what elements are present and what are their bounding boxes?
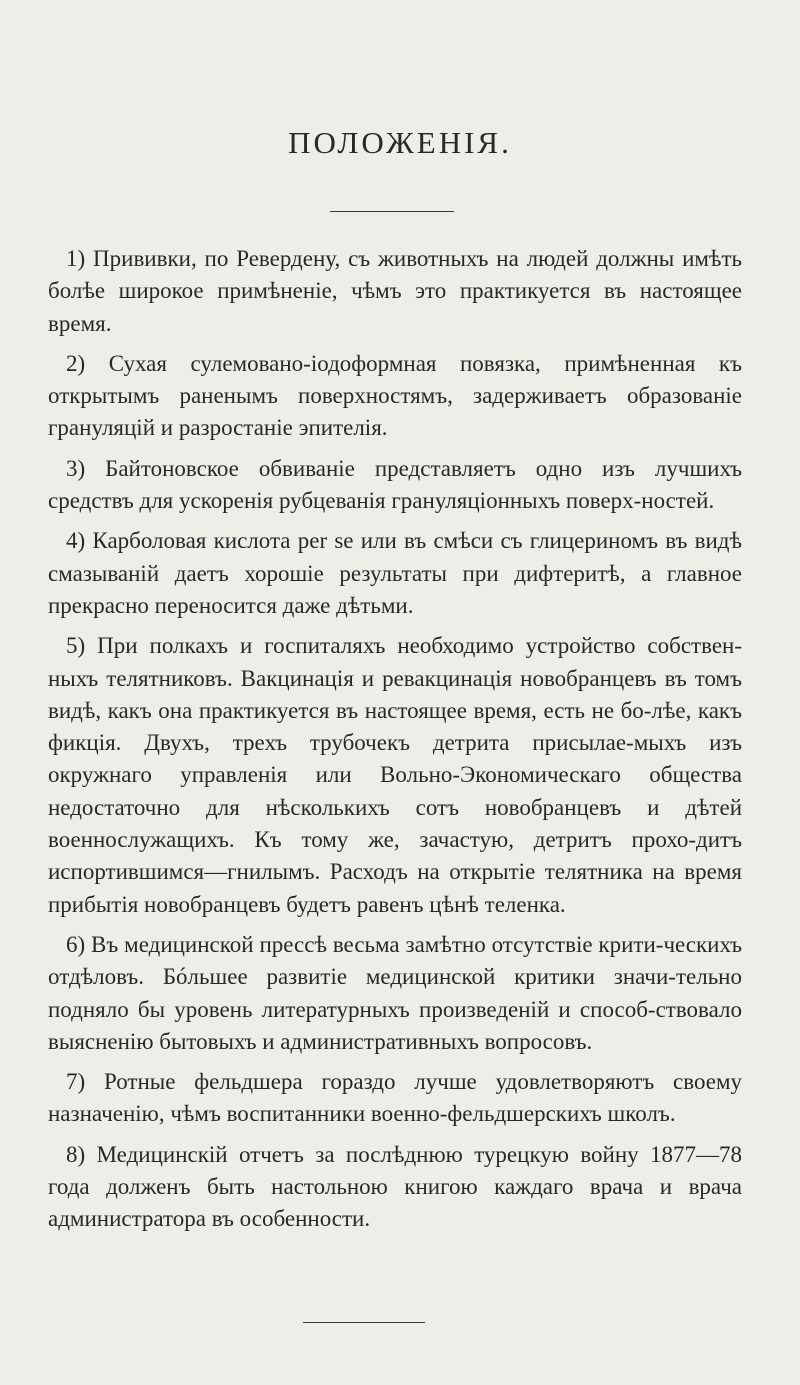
thesis-text: Карболовая кислота per se или въ смѣси съ глицериномъ въ видѣ смазываній даетъ хорошіе результаты при дифтеритѣ, а главное прекрасно переносится даже дѣтьми.: [48, 528, 743, 618]
thesis-number: 7): [66, 1069, 86, 1095]
thesis-2: [48, 348, 742, 445]
thesis-8: [48, 1139, 742, 1236]
thesis-text: Сухая сулемовано-іодоформная повязка, примѣненная къ открытымъ раненымъ поверхностямъ, задерживаетъ образованіе грануляцій и разростаніе эпителія.: [48, 350, 742, 441]
thesis-1: [48, 243, 742, 340]
thesis-number: 1): [66, 246, 86, 271]
thesis-7: [48, 1066, 742, 1131]
page-title: ПОЛОЖЕНІЯ.: [288, 125, 512, 160]
thesis-number: 5): [66, 633, 86, 659]
thesis-6: [48, 929, 742, 1058]
thesis-text: Ротные фельдшера гораздо лучше удовлетворяютъ своему назначенію, чѣмъ воспитанники военно-фельдшерскихъ школъ.: [48, 1069, 742, 1127]
thesis-text: Байтоновское обвиваніе представляетъ одно изъ лучшихъ средствъ для ускоренія рубцеванія грануляціонныхъ поверх-ностей.: [48, 455, 742, 514]
thesis-number: 2): [66, 350, 86, 376]
title-divider: [330, 211, 454, 212]
end-divider: [303, 1322, 425, 1323]
theses-list: [48, 243, 742, 1244]
thesis-number: 8): [66, 1141, 86, 1167]
thesis-number: 4): [66, 528, 86, 554]
thesis-text: Прививки, по Ревердену, съ животныхъ на людей должны имѣть болѣе широкое примѣненіе, чѣмъ это практикуется въ настоящее время.: [48, 246, 742, 336]
thesis-4: [48, 525, 742, 622]
thesis-number: 3): [66, 455, 86, 481]
thesis-text: При полкахъ и госпиталяхъ необходимо устройство собствен-ныхъ телятниковъ. Вакцинація и ревакцинація новобранцевъ въ томъ видѣ, какъ она практикуется въ настоящее время, есть не бо-лѣе, какъ фикція. Двухъ, трехъ трубочекъ детрита присылае-мыхъ изъ окружнаго управленія или Вольно-Экономическаго общества недостаточно для нѣсколькихъ сотъ новобранцевъ и дѣтей военнослужащихъ. Къ тому же, зачастую, детритъ прохо-дитъ испортившимся—гнилымъ. Расходъ на открытіе телятника на время прибытія новобранцевъ будетъ равенъ цѣнѣ теленка.: [48, 633, 743, 917]
thesis-5: [48, 630, 742, 921]
thesis-text: Въ медицинской прессѣ весьма замѣтно отсутствіе крити-ческихъ отдѣловъ. Бóльшее развитіе медицинской критики значи-тельно подняло бы уровень литературныхъ произведеній и способ-ствовало выясненію бытовыхъ и административныхъ вопросовъ.: [48, 931, 742, 1054]
thesis-text: Медицинскій отчетъ за послѣднюю турецкую войну 1877—78 года долженъ быть настольною книгою каждаго врача и врача администратора въ особенности.: [48, 1141, 743, 1232]
thesis-number: 6): [66, 931, 86, 957]
thesis-3: [48, 453, 742, 518]
